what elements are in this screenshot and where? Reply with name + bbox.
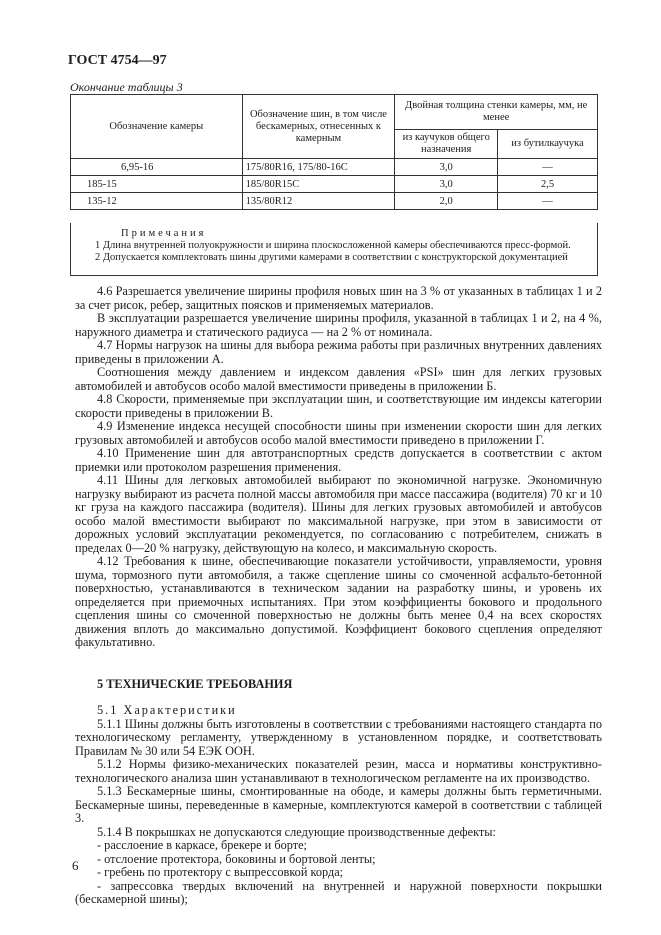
cell-camera: 6,95-16 xyxy=(71,159,243,176)
cell-tires: 185/80R15C xyxy=(242,176,395,193)
table-notes xyxy=(70,223,598,276)
defect-item: - отслоение протектора, боковины и бортовой ленты; xyxy=(97,851,376,866)
cell-general: 3,0 xyxy=(395,159,498,176)
col-header-camera: Обозначение камеры xyxy=(71,95,243,159)
paragraph-4-10: 4.10 Применение шин для автотранспортных средств допускается в соответствии с актом приемки или протоколом разрешения применения. xyxy=(75,446,602,474)
table-caption: Окончание таблицы 3 xyxy=(70,80,183,94)
cell-general: 3,0 xyxy=(395,176,498,193)
page-number: 6 xyxy=(72,858,79,873)
table-row xyxy=(71,159,598,176)
table-3 xyxy=(70,94,598,210)
defect-item: - запрессовка твердых включений на внутренней и наружной поверхности покрышки (бескамерной шины); xyxy=(75,878,602,906)
paragraph-4-12: 4.12 Требования к шине, обеспечивающие показатели устойчивости, управляемости, уровня шума, тормозного пути автомобиля, а также сцепление шины со смоченной асфальто-бетонной поверхностью, устанавливаются в техническом задании на разработку шины, и уровень их определяется при приемочных испытаниях. При этом коэффициенты бокового и продольного сцепления шины со смоченной поверхностью не должны быть менее 0,4 на всех скоростях движения вплоть до максимально допустимой. Коэффициент бокового сцепления определяют факультативно. xyxy=(75,554,602,649)
cell-tires: 175/80R16, 175/80-16C xyxy=(242,159,395,176)
paragraph-4-11: 4.11 Шины для легковых автомобилей выбирают по экономичной нагрузке. Экономичную нагрузку выбирают из расчета полной массы автомобиля при массе пассажира (водителя) 70 кг и 10 кг груза на каждого пассажира (водителя). Шины для легких грузовых автомобилей и автобусов особо малой вместимости выбирают по максимальной нагрузке, при этом в зависимости от дорожных условий эксплуатации рекомендуется, по согласованию с потребителем, снижать в пределах 0—20 % нагрузку, действующую на колесо, и максимальную скорость. xyxy=(75,473,602,555)
paragraph-4-7: 4.7 Нормы нагрузок на шины для выбора режима работы при различных внутренних давлениях приведены в приложении А. xyxy=(75,338,602,366)
cell-general: 2,0 xyxy=(395,193,498,210)
document-id: ГОСТ 4754—97 xyxy=(68,53,167,68)
section-5-title: 5 ТЕХНИЧЕСКИЕ ТРЕБОВАНИЯ xyxy=(97,676,293,691)
defect-item: - гребень по протектору с выпрессовкой корда; xyxy=(97,865,344,879)
note-2: 2 Допускается комплектовать шины другими камерами в соответствии с конструкторской документацией xyxy=(95,252,568,263)
col-header-thickness: Двойная толщина стенки камеры, мм, не менее xyxy=(395,95,598,130)
col-subheader-butyl: из бутилкаучука xyxy=(498,130,598,159)
table-row xyxy=(71,193,598,210)
paragraph-4-6: 4.6 Разрешается увеличение ширины профиля новых шин на 3 % от указанных в таблицах 1 и 2 за счет рисок, ребер, защитных поясков и применяемых материалов. xyxy=(75,284,602,312)
cell-tires: 135/80R12 xyxy=(242,193,395,210)
cell-butyl: — xyxy=(498,193,598,210)
cell-camera: 185-15 xyxy=(71,176,243,193)
paragraph-4-7b: Соотношения между давлением и индексом давления «PSI» шин для легких грузовых автомобилей и автобусов особо малой вместимости приведены в приложении Б. xyxy=(75,365,602,393)
col-header-tires: Обозначение шин, в том числе бескамерных, отнесенных к камерным xyxy=(242,95,395,159)
paragraph-5-1-1: 5.1.1 Шины должны быть изготовлены в соответствии с требованиями настоящего стандарта по технологическому регламенту, утвержденному в установленном порядке, и соответствовать Правилам № 30 или 54 ЕЭК ООН. xyxy=(75,716,602,758)
paragraph-4-6b: В эксплуатации разрешается увеличение ширины профиля, указанной в таблицах 1 и 2, на 4 %, наружного диаметра и статического радиуса — на 2 % от номинала. xyxy=(75,311,602,339)
paragraph-5-1: 5.1 Характеристики xyxy=(97,703,237,717)
paragraph-4-9: 4.9 Изменение индекса несущей способности шины при изменении скорости шин для легких грузовых автомобилей и автобусов особо малой вместимости приведено в приложении Г. xyxy=(75,419,602,447)
defect-item: - расслоение в каркасе, брекере и борте; xyxy=(97,838,307,852)
paragraph-5-1-4: 5.1.4 В покрышках не допускаются следующие производственные дефекты: xyxy=(97,824,496,839)
table-row xyxy=(71,176,598,193)
paragraph-5-1-3: 5.1.3 Бескамерные шины, смонтированные на ободе, и камеры должны быть герметичными. Бескамерные шины, переведенные в камерные, комплектуются камерой в соответствии с таблицей 3. xyxy=(75,784,602,825)
paragraph-4-8: 4.8 Скорости, применяемые при эксплуатации шин, и соответствующие им индексы категории скорости приведены в приложении В. xyxy=(75,392,602,420)
notes-title: Примечания xyxy=(121,228,207,239)
cell-camera: 135-12 xyxy=(71,193,243,210)
paragraph-5-1-2: 5.1.2 Нормы физико-механических показателей резин, масса и нормативы конструктивно-технологического анализа шин устанавливают в технологическом регламенте на их производство. xyxy=(75,757,602,785)
col-subheader-general: из каучуков общего назначения xyxy=(395,130,498,159)
cell-butyl: 2,5 xyxy=(498,176,598,193)
note-1: 1 Длина внутренней полуокружности и ширина плоскосложенной камеры обеспечиваются пресс-формой. xyxy=(95,240,571,251)
body-text xyxy=(75,285,602,907)
cell-butyl: — xyxy=(498,159,598,176)
